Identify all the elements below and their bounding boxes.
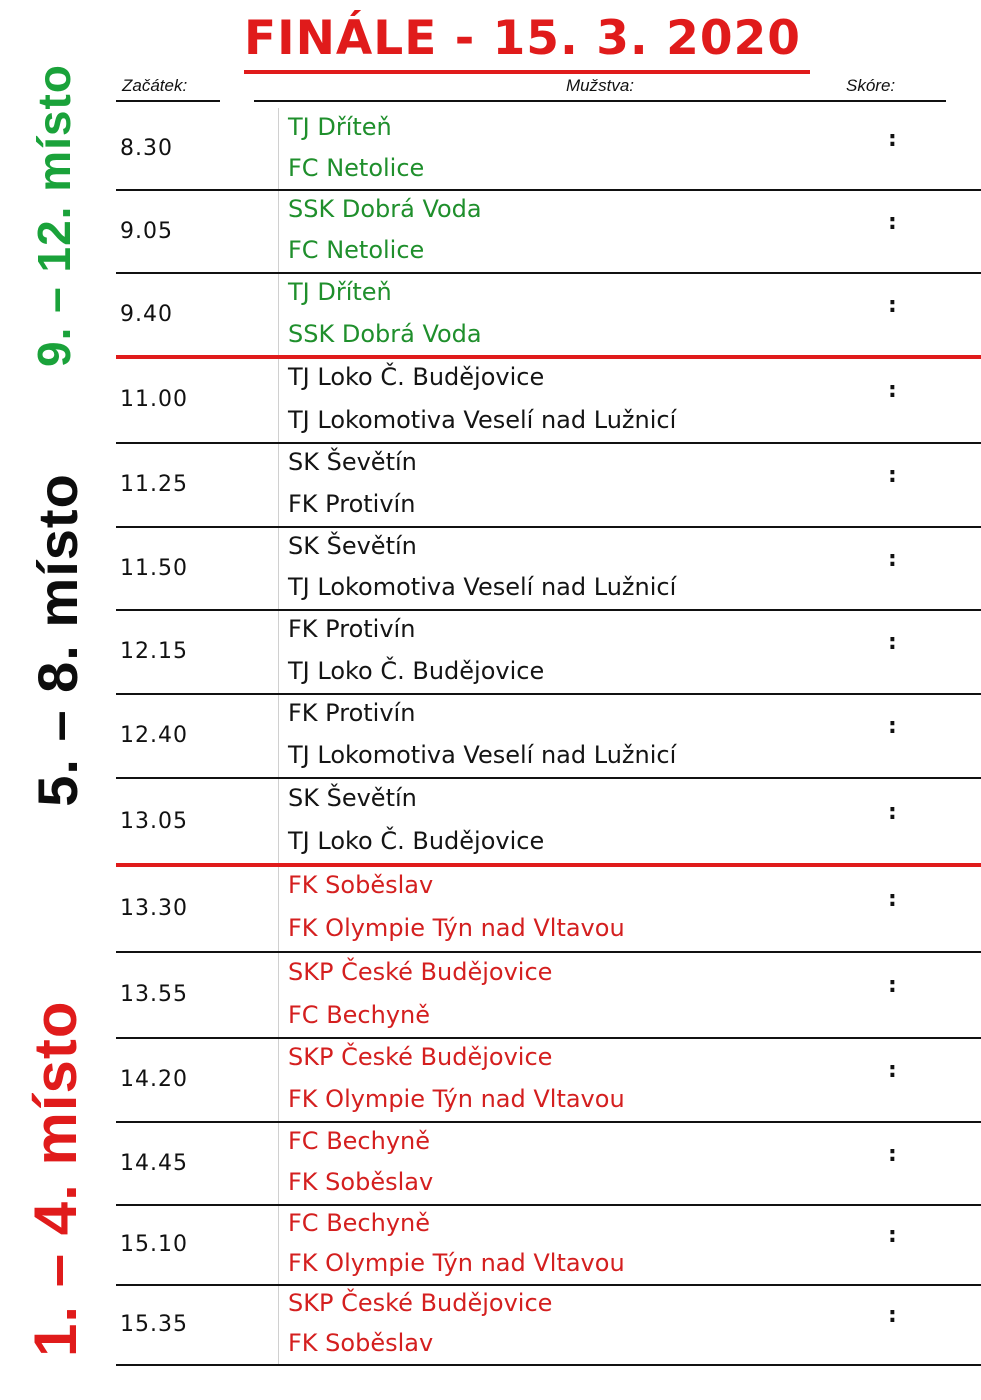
match-time: 9.05 bbox=[120, 218, 173, 244]
score-field[interactable]: : bbox=[888, 293, 897, 318]
home-team: SK Ševětín bbox=[288, 448, 417, 476]
match-row bbox=[116, 1205, 981, 1285]
match-row bbox=[116, 1038, 981, 1122]
match-time: 15.35 bbox=[120, 1312, 188, 1337]
match-time: 13.05 bbox=[120, 808, 188, 834]
score-field[interactable]: : bbox=[888, 886, 897, 912]
match-time: 9.40 bbox=[120, 302, 173, 327]
home-team: SK Ševětín bbox=[288, 783, 417, 812]
match-time: 13.30 bbox=[120, 895, 188, 921]
away-team: TJ Loko Č. Budějovice bbox=[288, 657, 545, 685]
score-field[interactable]: : bbox=[888, 209, 897, 235]
page-title: FINÁLE - 15. 3. 2020 bbox=[244, 10, 810, 74]
home-team: SKP České Budějovice bbox=[288, 1043, 553, 1071]
away-team: FK Soběslav bbox=[288, 1168, 434, 1197]
score-field[interactable]: : bbox=[888, 1141, 897, 1167]
home-team: FC Bechyně bbox=[288, 1209, 431, 1237]
away-team: FK Olympie Týn nad Vltavou bbox=[288, 914, 625, 943]
match-row bbox=[116, 610, 981, 694]
home-team: FK Protivín bbox=[288, 699, 416, 727]
match-time: 14.45 bbox=[120, 1150, 188, 1176]
home-team: FC Bechyně bbox=[288, 1126, 431, 1155]
away-team: TJ Loko Č. Budějovice bbox=[288, 827, 545, 856]
match-time: 12.15 bbox=[120, 639, 188, 664]
match-row bbox=[116, 1285, 981, 1365]
home-team: TJ Loko Č. Budějovice bbox=[288, 362, 545, 391]
header-score: Skóre: bbox=[846, 76, 896, 95]
home-team: TJ Dříteň bbox=[288, 112, 392, 141]
score-field[interactable]: : bbox=[888, 630, 897, 655]
header-teams: Mužstva: bbox=[254, 76, 946, 102]
home-team: TJ Dříteň bbox=[288, 278, 392, 306]
score-field[interactable]: : bbox=[888, 1058, 897, 1083]
match-time: 14.20 bbox=[120, 1067, 188, 1092]
home-team: FK Protivín bbox=[288, 615, 416, 643]
group-label-9-12: 9. – 12. místo bbox=[28, 64, 80, 367]
match-row bbox=[116, 527, 981, 610]
score-field[interactable]: : bbox=[888, 127, 897, 152]
match-row bbox=[116, 273, 981, 357]
match-time: 8.30 bbox=[120, 136, 173, 161]
match-time: 11.25 bbox=[120, 472, 188, 497]
match-time: 13.55 bbox=[120, 982, 188, 1007]
match-time: 15.10 bbox=[120, 1232, 188, 1257]
group-label-5-8: 5. – 8. místo bbox=[26, 473, 89, 807]
score-field[interactable]: : bbox=[888, 546, 897, 572]
away-team: FC Bechyně bbox=[288, 1000, 431, 1029]
away-team: TJ Lokomotiva Veselí nad Lužnicí bbox=[288, 741, 677, 769]
away-team: SSK Dobrá Voda bbox=[288, 320, 482, 348]
away-team: FC Netolice bbox=[288, 236, 425, 265]
match-time: 11.00 bbox=[120, 387, 188, 412]
score-field[interactable]: : bbox=[888, 799, 897, 825]
group-label-1-4: 1. – 4. místo bbox=[22, 1000, 89, 1357]
match-time: 11.50 bbox=[120, 555, 188, 581]
score-field[interactable]: : bbox=[888, 378, 897, 403]
away-team: TJ Lokomotiva Veselí nad Lužnicí bbox=[288, 573, 677, 602]
score-field[interactable]: : bbox=[888, 1223, 897, 1248]
home-team: SKP České Budějovice bbox=[288, 1289, 553, 1317]
away-team: FK Olympie Týn nad Vltavou bbox=[288, 1085, 625, 1113]
header-start: Začátek: bbox=[116, 76, 220, 102]
home-team: SSK Dobrá Voda bbox=[288, 194, 482, 223]
match-row bbox=[116, 694, 981, 778]
away-team: TJ Lokomotiva Veselí nad Lužnicí bbox=[288, 405, 677, 434]
match-row bbox=[116, 778, 981, 865]
score-field[interactable]: : bbox=[888, 973, 897, 998]
match-row bbox=[116, 1122, 981, 1205]
away-team: FC Netolice bbox=[288, 153, 425, 182]
match-row bbox=[116, 443, 981, 527]
match-time: 12.40 bbox=[120, 723, 188, 748]
away-team: FK Soběslav bbox=[288, 1329, 434, 1357]
match-row bbox=[116, 357, 981, 443]
score-field[interactable]: : bbox=[888, 463, 897, 488]
match-row bbox=[116, 190, 981, 273]
score-field[interactable]: : bbox=[888, 714, 897, 739]
row-divider bbox=[116, 1364, 981, 1366]
away-team: FK Olympie Týn nad Vltavou bbox=[288, 1249, 625, 1277]
match-row bbox=[116, 865, 981, 952]
home-team: FK Soběslav bbox=[288, 870, 434, 899]
home-team: SKP České Budějovice bbox=[288, 957, 553, 986]
away-team: FK Protivín bbox=[288, 490, 416, 518]
home-team: SK Ševětín bbox=[288, 531, 417, 560]
score-field[interactable]: : bbox=[888, 1303, 897, 1328]
match-row bbox=[116, 108, 981, 190]
match-row bbox=[116, 952, 981, 1038]
